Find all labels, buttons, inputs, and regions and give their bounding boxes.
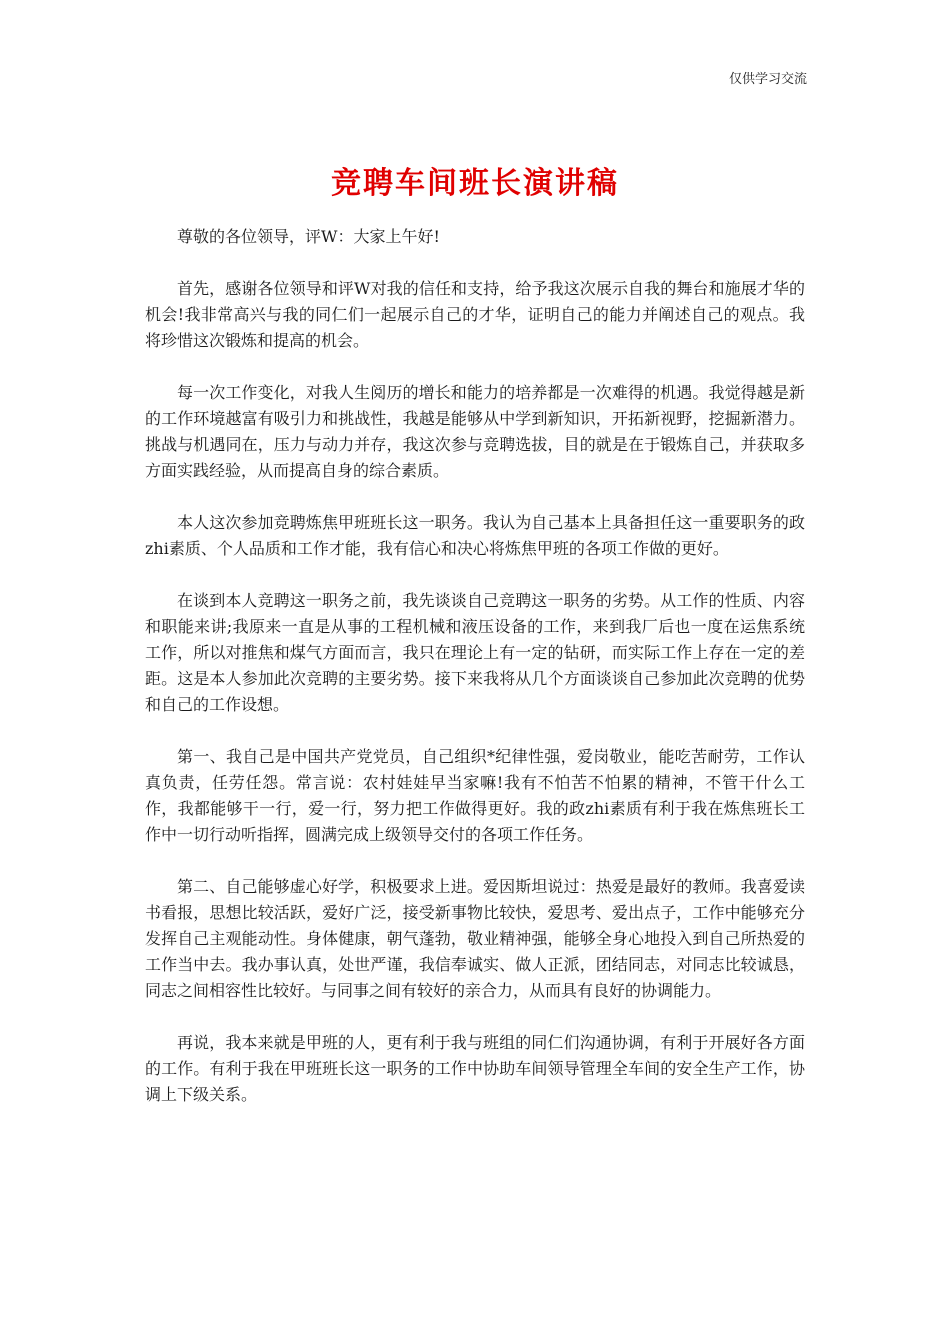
paragraph-weakness: 在谈到本人竞聘这一职务之前，我先谈谈自己竞聘这一职务的劣势。从工作的性质、内容和职能来讲;我原来一直是从事的工程机械和液压设备的工作，来到我厂后也一度在运焦系统工作，所以对推焦和煤气方面而言，我只在理论上有一定的钻研，而实际工作上存在一定的差距。这是本人参加此次竞聘的主要劣势。接下来我将从几个方面谈谈自己参加此次竞聘的优势和自己的工作设想。 — [145, 591, 805, 714]
document-body — [145, 224, 805, 1134]
paragraph-thanks: 首先，感谢各位领导和评W对我的信任和支持，给予我这次展示自我的舞台和施展才华的机会!我非常高兴与我的同仁们一起展示自己的才华，证明自己的能力并阐述自己的观点。我将珍惜这次锻炼和提高的机会。 — [145, 279, 805, 350]
paragraph-opportunity: 每一次工作变化，对我人生阅历的增长和能力的培养都是一次难得的机遇。我觉得越是新的工作环境越富有吸引力和挑战性，我越是能够从中学到新知识，开拓新视野，挖掘新潜力。挑战与机遇同在，压力与动力并存，我这次参与竞聘选拔，目的就是在于锻炼自己，并获取多方面实践经验，从而提高自身的综合素质。 — [145, 383, 805, 480]
paragraph-greeting: 尊敬的各位领导，评W：大家上午好! — [177, 227, 440, 246]
paragraph-first-advantage: 第一、我自己是中国共产党党员，自己组织*纪律性强，爱岗敬业，能吃苦耐劳，工作认真负责，任劳任怨。常言说：农村娃娃早当家嘛!我有不怕苦不怕累的精神，不管干什么工作，我都能够干一行，爱一行，努力把工作做得更好。我的政zhi素质有利于我在炼焦班长工作中一切行动听指挥，圆满完成上级领导交付的各项工作任务。 — [145, 747, 805, 844]
paragraph-position: 本人这次参加竞聘炼焦甲班班长这一职务。我认为自己基本上具备担任这一重要职务的政zhi素质、个人品质和工作才能，我有信心和决心将炼焦甲班的各项工作做的更好。 — [145, 513, 805, 558]
document-title: 竞聘车间班长演讲稿 — [331, 166, 619, 201]
paragraph-second-advantage: 第二、自己能够虚心好学，积极要求上进。爱因斯坦说过：热爱是最好的教师。我喜爱读书看报，思想比较活跃，爱好广泛，接受新事物比较快，爱思考、爱出点子，工作中能够充分发挥自己主观能动性。身体健康，朝气蓬勃，敬业精神强，能够全身心地投入到自己所热爱的工作当中去。我办事认真，处世严谨，我信奉诚实、做人正派，团结同志，对同志比较诚恳，同志之间相容性比较好。与同事之间有较好的亲合力，从而具有良好的协调能力。 — [145, 877, 805, 1000]
header-note: 仅供学习交流 — [728, 72, 807, 87]
paragraph-team: 再说，我本来就是甲班的人，更有利于我与班组的同仁们沟通协调，有利于开展好各方面的工作。有利于我在甲班班长这一职务的工作中协助车间领导管理全车间的安全生产工作，协调上下级关系。 — [145, 1033, 805, 1104]
